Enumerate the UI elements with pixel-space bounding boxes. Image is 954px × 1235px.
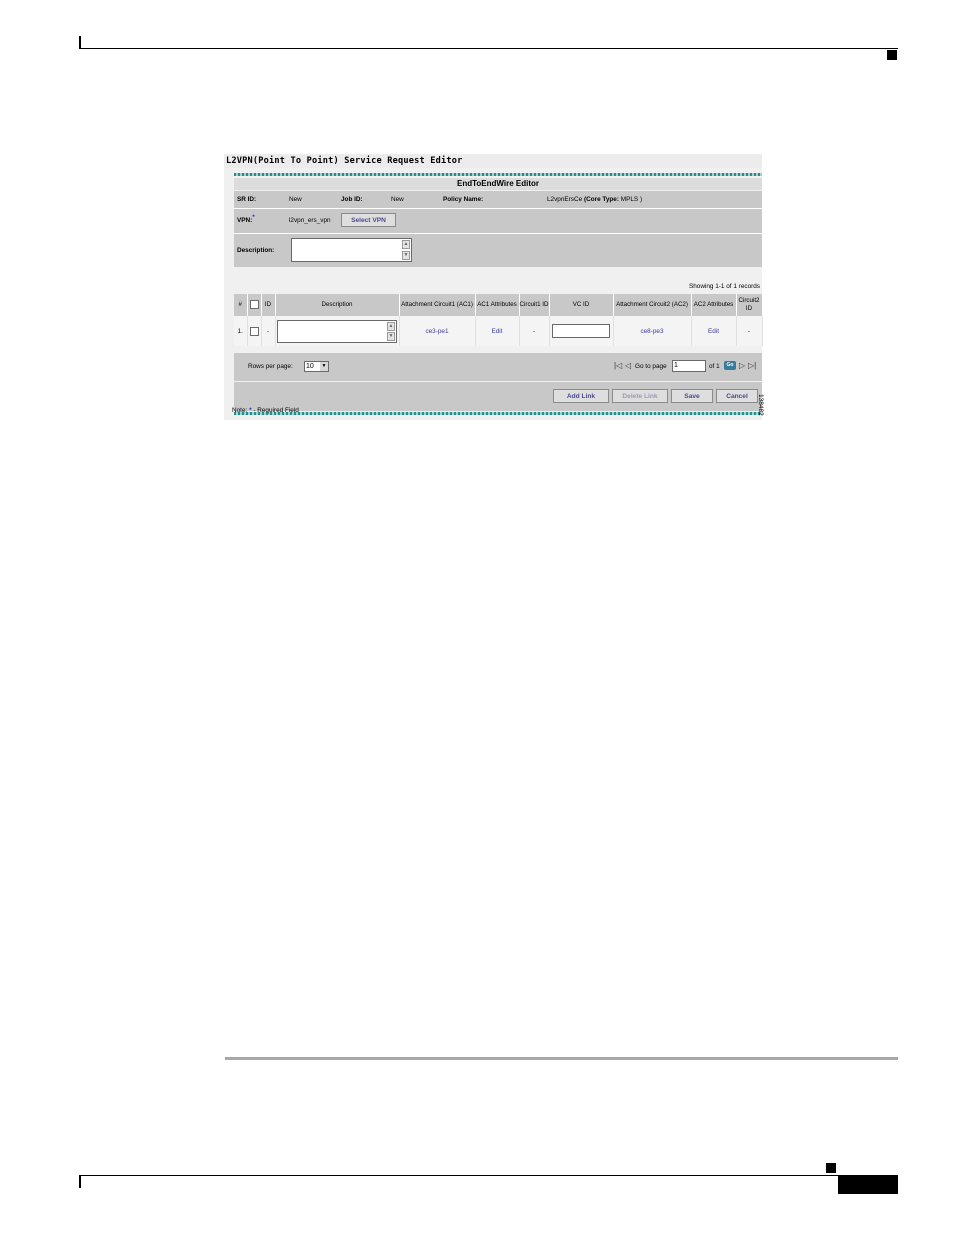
section-rule	[225, 1057, 898, 1060]
ac1-link[interactable]: ce3-pe1	[425, 327, 449, 335]
rows-per-page-value: 10	[306, 363, 314, 370]
go-button[interactable]: Go	[724, 361, 736, 370]
page-count-label: of 1	[709, 363, 720, 370]
next-page-icon[interactable]: ▷	[739, 361, 746, 370]
row-circuit1-id: -	[519, 316, 549, 346]
col-ac2: Attachment Circuit2 (AC2)	[613, 294, 691, 316]
add-link-button[interactable]: Add Link	[553, 389, 609, 403]
vpn-row	[234, 209, 762, 233]
page-input[interactable]: 1	[672, 360, 706, 372]
note-prefix: Note:	[232, 407, 248, 414]
col-ac1: Attachment Circuit1 (AC1)	[399, 294, 475, 316]
row-ac1-attributes[interactable]	[475, 316, 519, 346]
records-info: Showing 1-1 of 1 records	[688, 283, 760, 290]
delete-link-button[interactable]: Delete Link	[612, 389, 668, 403]
scroll-up-icon[interactable]: ▲	[388, 322, 394, 329]
col-description: Description	[275, 294, 399, 316]
row-num: 1.	[234, 316, 247, 346]
bottom-stripe	[234, 412, 762, 415]
sr-id-label: SR ID:	[237, 196, 257, 203]
window-title: L2VPN(Point To Point) Service Request Editor	[224, 154, 762, 168]
col-select-all[interactable]	[247, 294, 261, 316]
col-circuit1-id: Circuit1 ID	[519, 294, 549, 316]
header-rule	[80, 48, 898, 49]
footer-rule	[80, 1175, 898, 1176]
ac2-edit-link[interactable]: Edit	[707, 327, 719, 335]
ac2-link[interactable]: ce8-pe3	[640, 327, 664, 335]
pager-bar	[234, 353, 762, 381]
row-circuit2-id: -	[736, 316, 762, 346]
action-bar	[234, 382, 762, 411]
links-table	[234, 294, 763, 346]
note-star: *	[249, 407, 252, 414]
rows-per-page-label: Rows per page:	[248, 363, 293, 370]
page-number-tab	[838, 1176, 898, 1194]
scroll-up-icon[interactable]: ▲	[403, 241, 409, 247]
goto-page-label: Go to page	[635, 363, 667, 370]
col-ac1-attributes: AC1 Attributes	[475, 294, 519, 316]
job-id-value: New	[391, 196, 404, 203]
chevron-down-icon: ▼	[321, 363, 327, 369]
policy-name-label: Policy Name:	[443, 196, 484, 203]
editor-body	[224, 168, 762, 420]
required-note	[232, 407, 299, 414]
figure-number: 138482	[757, 394, 764, 416]
row-description-textarea[interactable]	[277, 320, 397, 343]
select-vpn-button[interactable]: Select VPN	[341, 213, 396, 227]
scroll-down-icon[interactable]: ▼	[403, 252, 409, 258]
footer-marker	[826, 1163, 836, 1173]
table-header-row	[234, 294, 762, 316]
editor-screenshot	[224, 154, 762, 420]
header-marker	[887, 50, 897, 60]
description-row	[234, 234, 762, 267]
rows-per-page-select[interactable]	[304, 361, 329, 372]
prev-page-icon[interactable]: ◁	[625, 361, 632, 370]
vpn-label	[237, 214, 255, 224]
ac1-edit-link[interactable]: Edit	[491, 327, 503, 335]
col-num: #	[234, 294, 247, 316]
policy-name-value	[547, 196, 642, 203]
col-circuit2-id: Circuit2 ID	[736, 294, 762, 316]
row-description-cell	[275, 316, 399, 346]
sr-id-value: New	[289, 196, 302, 203]
save-button[interactable]: Save	[671, 389, 713, 403]
table-row	[234, 316, 762, 346]
scroll-down-icon[interactable]: ▼	[388, 332, 394, 339]
vc-id-input[interactable]	[552, 324, 610, 338]
select-all-checkbox[interactable]	[250, 300, 259, 309]
col-ac2-attributes: AC2 Attributes	[691, 294, 736, 316]
footer-tick	[79, 1175, 81, 1188]
row-id: -	[261, 316, 275, 346]
row-ac1[interactable]	[399, 316, 475, 346]
cancel-button[interactable]: Cancel	[716, 389, 758, 403]
row-select[interactable]	[247, 316, 261, 346]
row-vc-id[interactable]	[549, 316, 613, 346]
core-type-label: (Core Type:	[583, 196, 619, 203]
last-page-icon[interactable]: ▷|	[748, 361, 757, 370]
required-star: *	[252, 214, 255, 221]
row-ac2[interactable]	[613, 316, 691, 346]
info-row	[234, 191, 762, 208]
first-page-icon[interactable]: |◁	[614, 361, 623, 370]
row-ac2-attributes[interactable]	[691, 316, 736, 346]
top-stripe	[234, 173, 762, 176]
core-type-value: MPLS )	[620, 196, 643, 203]
vpn-label-text: VPN:	[237, 217, 253, 224]
policy-name-text: L2vpnErsCe	[547, 196, 583, 203]
job-id-label: Job ID:	[341, 196, 363, 203]
description-textarea[interactable]	[291, 238, 412, 262]
vpn-value: l2vpn_ers_vpn	[289, 217, 331, 224]
col-id: ID	[261, 294, 275, 316]
editor-title: EndToEndWire Editor	[234, 178, 762, 190]
row-checkbox[interactable]	[250, 327, 259, 336]
col-vc-id: VC ID	[549, 294, 613, 316]
note-text: - Required Field	[253, 407, 299, 414]
description-label: Description:	[237, 247, 275, 254]
